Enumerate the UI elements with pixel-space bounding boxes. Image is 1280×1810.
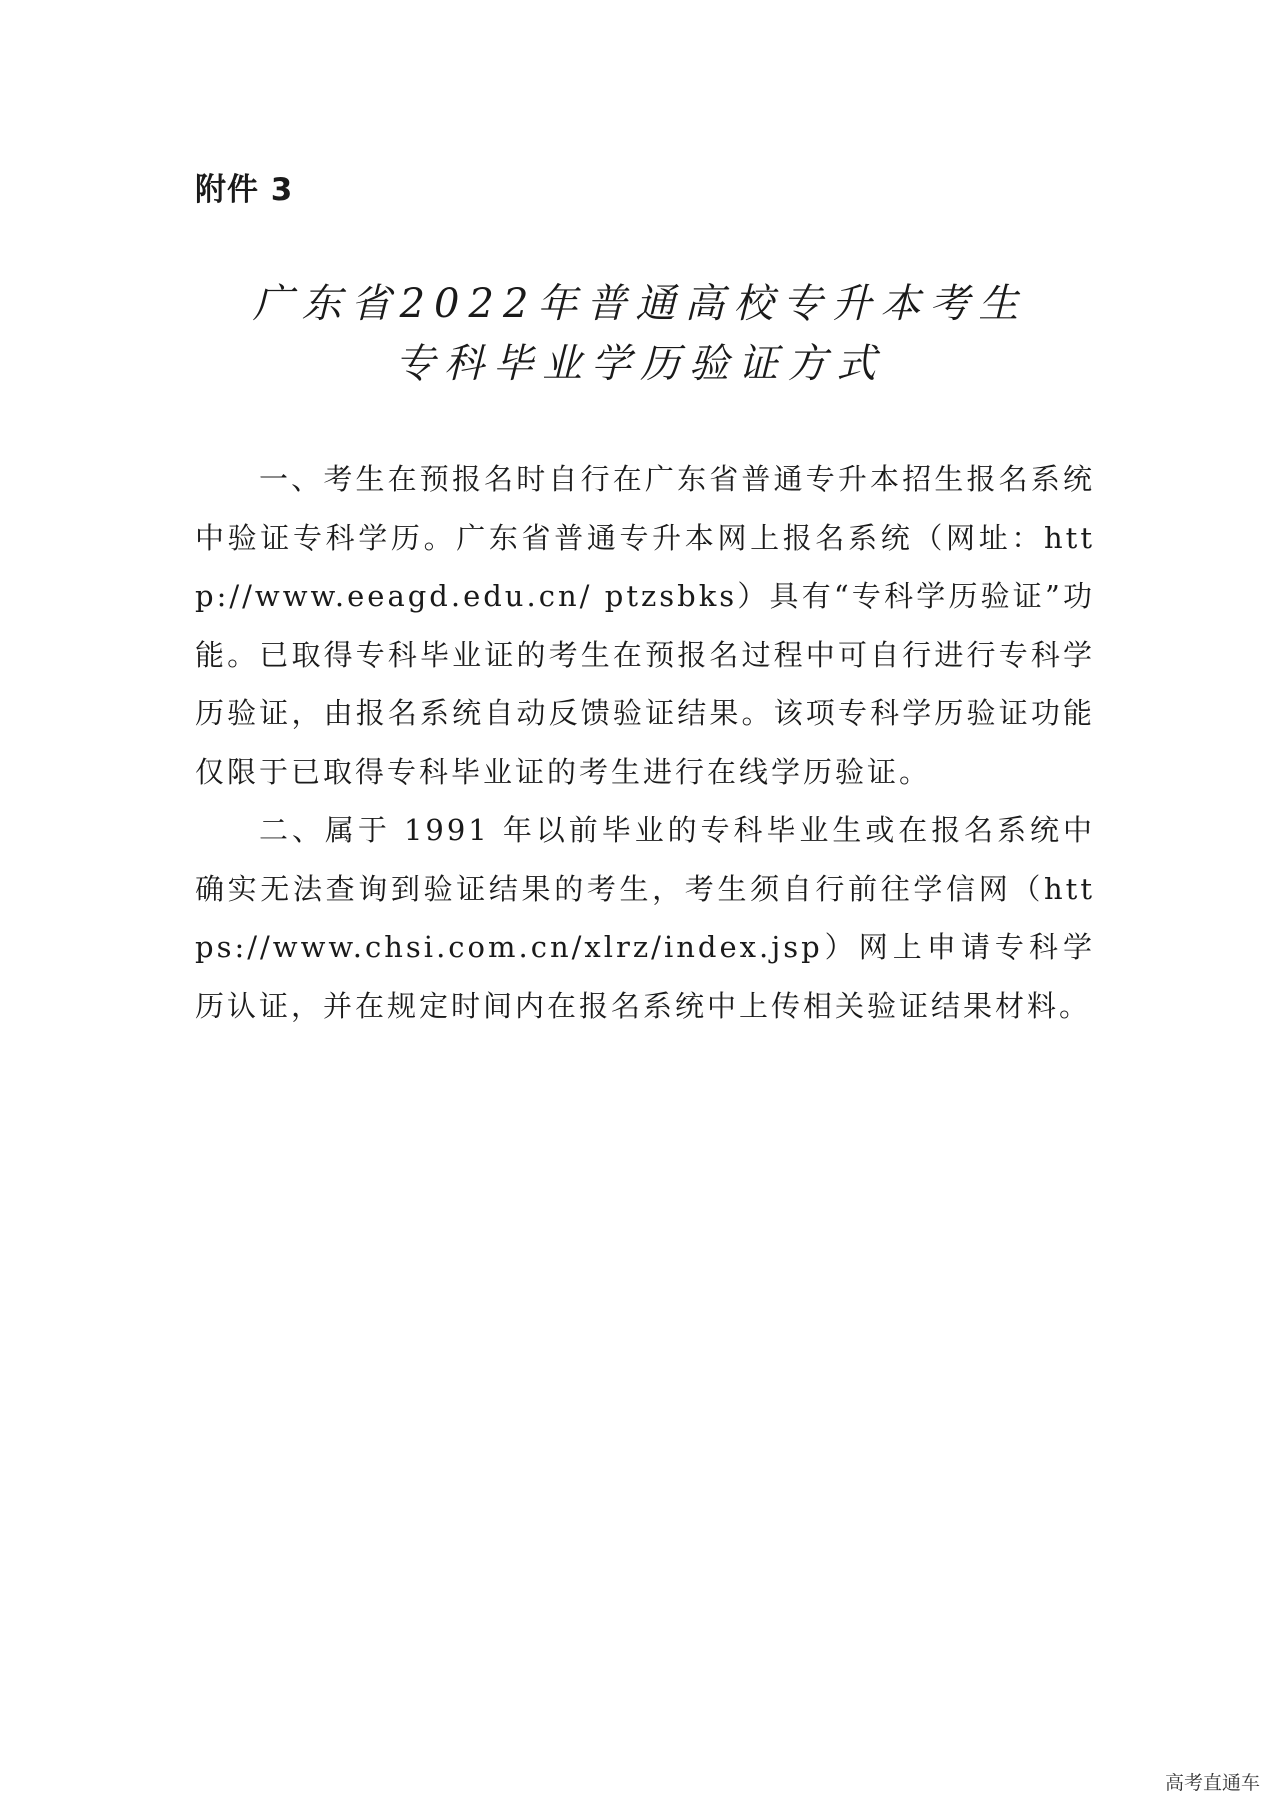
document-title-line-2: 专科毕业学历验证方式 bbox=[395, 341, 885, 387]
watermark-text: 高考直通车 bbox=[1164, 1772, 1260, 1794]
document-title-line-1: 广东省2022年普通高校专升本考生 bbox=[252, 281, 1028, 327]
document-body bbox=[195, 450, 1095, 1035]
paragraph-one: 一、考生在预报名时自行在广东省普通专升本招生报名系统中验证专科学历。广东省普通专升本网上报名系统（网址：http://www.eeagd.edu.cn/ ptzsbks）具有“专科学历验证”功能。已取得专科毕业证的考生在预报名过程中可自行进行专科学历验证，由报名系统自动反馈验证结果。该项专科学历验证功能仅限于已取得专科毕业证的考生进行在线学历验证。 bbox=[195, 462, 1095, 789]
paragraph-two: 二、属于 1991 年以前毕业的专科毕业生或在报名系统中确实无法查询到验证结果的考生，考生须自行前往学信网（https://www.chsi.com.cn/xlrz/index.jsp）网上申请专科学历认证，并在规定时间内在报名系统中上传相关验证结果材料。 bbox=[195, 813, 1095, 1023]
attachment-label: 附件 3 bbox=[195, 172, 294, 208]
